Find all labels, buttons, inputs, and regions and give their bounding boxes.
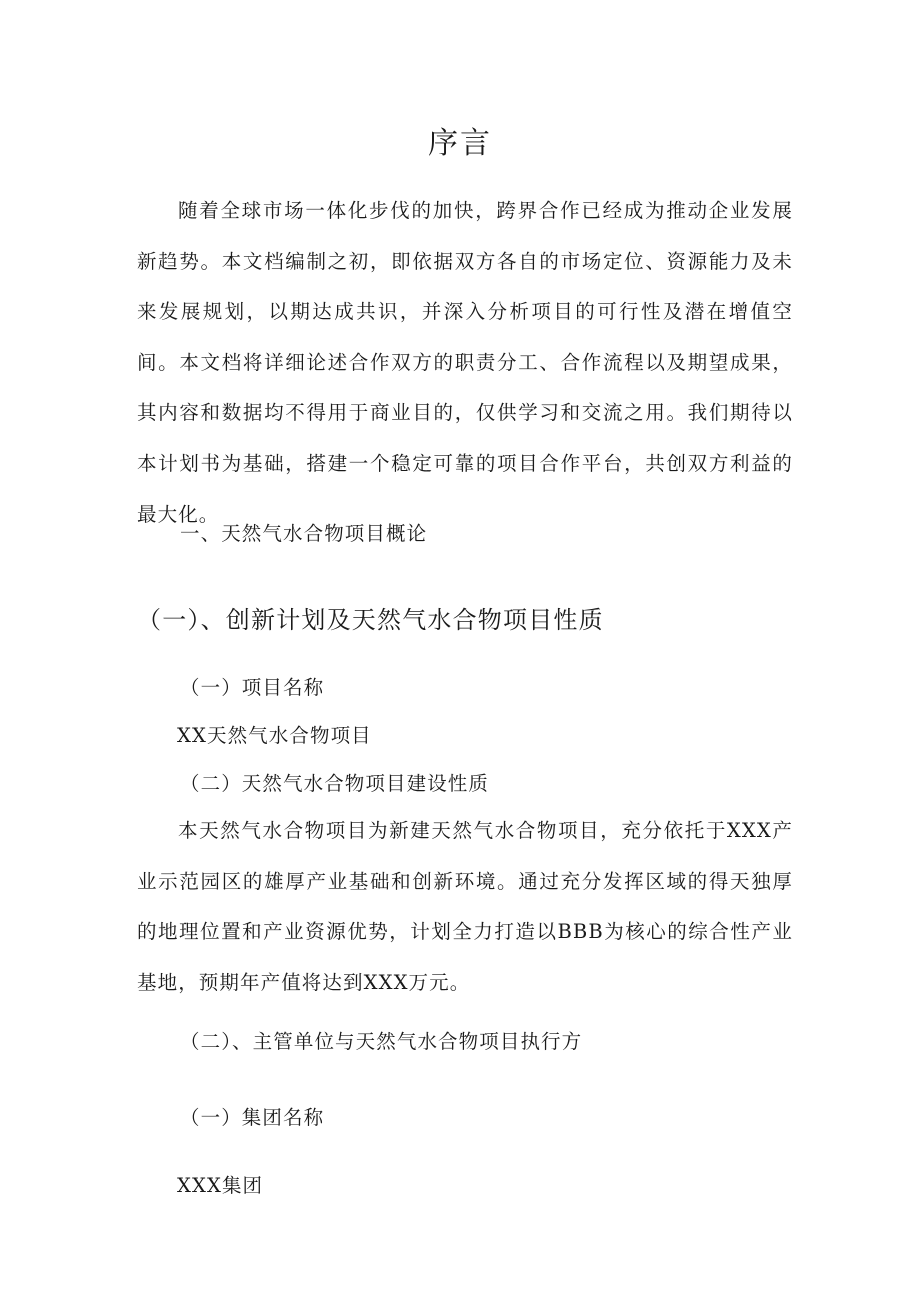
page-title: 序言 bbox=[428, 126, 492, 161]
chapter-heading: 一、天然气水合物项目概论 bbox=[180, 522, 428, 545]
section-heading-2: （二）、主管单位与天然气水合物项目执行方 bbox=[180, 1030, 583, 1053]
intro-paragraph: 随着全球市场一体化步伐的加快，跨界合作已经成为推动企业发展新趋势。本文档编制之初，即依据双方各自的市场定位、资源能力及未来发展规划，以期达成共识，并深入分析项目的可行性及潜在增值空间。本文档将详细论述合作双方的职责分工、合作流程以及期望成果，其内容和数据均不得用于商业目的，仅供学习和交流之用。我们期待以本计划书为基础，搭建一个稳定可靠的项目合作平台，共创双方利益的最大化。 bbox=[137, 199, 793, 526]
construction-nature-paragraph: 本天然气水合物项目为新建天然气水合物项目，充分依托于XXX产业示范园区的雄厚产业基础和创新环境。通过充分发挥区域的得天独厚的地理位置和产业资源优势，计划全力打造以BBB为核心的综合性产业基地，预期年产值将达到XXX万元。 bbox=[137, 819, 793, 994]
subsection-label-project-name: （一）项目名称 bbox=[180, 676, 325, 699]
subsection-label-group-name: （一）集团名称 bbox=[180, 1106, 325, 1129]
subsection-label-construction-nature: （二）天然气水合物项目建设性质 bbox=[180, 772, 490, 795]
section-heading-1: （一）、创新计划及天然气水合物项目性质 bbox=[137, 606, 604, 634]
project-name-value: XX天然气水合物项目 bbox=[177, 724, 372, 747]
group-name-value: XXX集团 bbox=[177, 1174, 264, 1197]
